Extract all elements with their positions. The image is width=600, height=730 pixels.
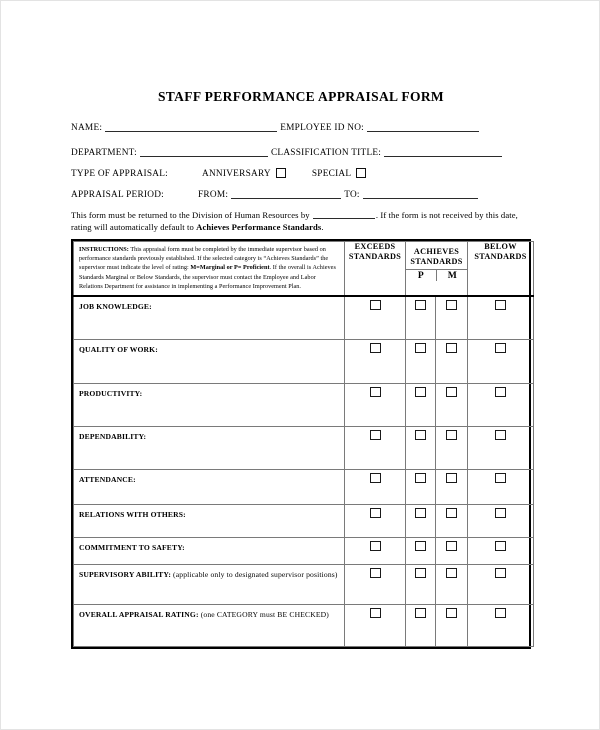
checkbox-cell-achieves-m[interactable] [436,470,468,505]
anniversary-label: ANNIVERSARY [201,169,271,179]
exceeds-checkbox[interactable] [370,568,381,578]
return-date-input[interactable] [313,211,375,219]
instructions-lead: INSTRUCTIONS: [79,246,129,253]
column-header-achieves-m: M [436,270,468,281]
criterion-name: RELATIONS WITH OTHERS: [79,510,186,520]
instructions-text [74,242,344,295]
checkbox-cell-below[interactable] [468,605,534,647]
checkbox-cell-exceeds[interactable] [345,505,406,538]
table-row [74,565,534,605]
exceeds-checkbox[interactable] [370,430,381,440]
instructions-body-1: This appraisal form must be completed by the immediate supervisor based on performance standards previously established. If the selected category is “Achieves Standards” the supervisor must indicate the level of rating: [79,246,329,272]
exceeds-checkbox[interactable] [370,387,381,397]
checkbox-cell-below[interactable] [468,470,534,505]
employee-id-input[interactable] [367,123,479,132]
employee-id-label: EMPLOYEE ID NO: [280,123,365,133]
criterion-label [74,427,344,445]
checkbox-cell-achieves-m[interactable] [436,605,468,647]
checkbox-cell-achieves-m[interactable] [436,384,468,427]
column-header-achieves-p: P [417,270,424,281]
name-input[interactable] [105,123,277,132]
checkbox-cell-exceeds[interactable] [345,605,406,647]
criterion-label [74,384,344,402]
criterion-name: OVERALL APPRAISAL RATING: [79,610,199,620]
instructions-rating-codes: M=Marginal or P= Proficient [190,264,270,272]
checkbox-cell-achieves-m[interactable] [436,538,468,565]
achieves-p-checkbox[interactable] [415,300,426,310]
from-label: FROM: [198,190,229,200]
achieves-p-checkbox[interactable] [415,430,426,440]
checkbox-cell-achieves-p[interactable] [406,340,436,384]
checkbox-cell-achieves-p[interactable] [406,384,436,427]
achieves-m-checkbox[interactable] [446,608,457,618]
criterion-name: DEPENDABILITY: [79,432,147,442]
checkbox-cell-exceeds[interactable] [345,538,406,565]
period-from-input[interactable] [231,190,341,199]
department-label: DEPARTMENT: [71,148,137,158]
criterion-label [74,470,344,488]
exceeds-checkbox[interactable] [370,608,381,618]
notice-text-part3: . [321,222,324,233]
criterion-name: SUPERVISORY ABILITY: [79,570,171,580]
below-checkbox[interactable] [495,473,506,483]
below-checkbox[interactable] [495,300,506,310]
instructions-cell [74,242,345,296]
type-of-appraisal-label: TYPE OF APPRAISAL: [71,169,168,179]
table-row [74,384,534,427]
criterion-name: COMMITMENT TO SAFETY: [79,543,185,553]
table-row [74,296,534,340]
criterion-label [74,340,344,358]
achieves-p-checkbox[interactable] [415,343,426,353]
checkbox-cell-achieves-m[interactable] [436,565,468,605]
achieves-p-checkbox[interactable] [415,541,426,551]
exceeds-checkbox[interactable] [370,541,381,551]
checkbox-cell-achieves-p[interactable] [406,427,436,470]
achieves-p-checkbox[interactable] [415,608,426,618]
table-header-row [74,242,534,296]
criterion-name: QUALITY OF WORK: [79,345,158,355]
exceeds-checkbox[interactable] [370,508,381,518]
notice-default-rating: Achieves Performance Standards [196,222,322,233]
criterion-note: (applicable only to designated supervisor positions) [171,570,338,580]
classification-title-input[interactable] [384,148,502,157]
table-row [74,470,534,505]
criterion-label [74,297,344,315]
below-checkbox[interactable] [495,508,506,518]
checkbox-cell-exceeds[interactable] [345,384,406,427]
return-notice [71,209,531,233]
page-title: STAFF PERFORMANCE APPRAISAL FORM [157,89,445,104]
achieves-m-checkbox[interactable] [446,508,457,518]
criterion-name: JOB KNOWLEDGE: [79,301,152,311]
achieves-m-checkbox[interactable] [446,473,457,483]
criterion-cell-overall-appraisal-rating [74,605,345,647]
criterion-note: (one CATEGORY must BE CHECKED) [198,610,329,620]
checkbox-cell-achieves-m[interactable] [436,427,468,470]
checkbox-cell-below[interactable] [468,538,534,565]
achieves-subcolumns [406,270,468,281]
appraisal-table [73,241,534,647]
checkbox-cell-achieves-p[interactable] [406,296,436,340]
achieves-m-checkbox[interactable] [446,541,457,551]
criterion-label [74,605,344,623]
table-row [74,605,534,647]
anniversary-checkbox[interactable] [276,168,286,178]
field-row-appraisal-period [71,190,531,200]
achieves-m-checkbox[interactable] [446,300,457,310]
exceeds-checkbox[interactable] [370,343,381,353]
name-label: NAME: [71,123,103,133]
field-row-name [71,123,531,133]
appraisal-period-label: APPRAISAL PERIOD: [71,190,165,200]
checkbox-cell-below[interactable] [468,565,534,605]
column-header-achieves-group [406,242,468,296]
column-header-achieves: ACHIEVES STANDARDS [406,242,467,270]
achieves-m-checkbox[interactable] [446,430,457,440]
checkbox-cell-below[interactable] [468,296,534,340]
checkbox-cell-achieves-p[interactable] [406,470,436,505]
column-header-exceeds: EXCEEDS STANDARDS [345,242,406,296]
exceeds-checkbox[interactable] [370,473,381,483]
period-to-input[interactable] [363,190,478,199]
checkbox-cell-achieves-m[interactable] [436,505,468,538]
special-label: SPECIAL [311,169,352,179]
appraisal-table-container [71,239,531,649]
column-header-below: BELOW STANDARDS [468,242,534,296]
below-checkbox[interactable] [495,541,506,551]
criterion-name: PRODUCTIVITY: [79,389,143,399]
achieves-p-checkbox[interactable] [415,508,426,518]
table-row [74,538,534,565]
checkbox-cell-achieves-p[interactable] [406,605,436,647]
achieves-p-checkbox[interactable] [415,568,426,578]
criterion-cell-productivity [74,384,345,427]
checkbox-cell-exceeds[interactable] [345,340,406,384]
field-row-department [71,148,531,158]
criterion-cell-job-knowledge [74,296,345,340]
instructions-body-2: . If the overall is Achieves Standards Marginal or Below Standards, the supervisor must contact the Employee and Labor Relations Department for assistance in implementing a Performance Improvement Plan. [79,264,336,290]
checkbox-cell-achieves-p[interactable] [406,565,436,605]
below-checkbox[interactable] [495,343,506,353]
checkbox-cell-below[interactable] [468,384,534,427]
checkbox-cell-exceeds[interactable] [345,296,406,340]
achieves-p-checkbox[interactable] [415,387,426,397]
criterion-name: ATTENDANCE: [79,475,136,485]
criterion-cell-dependability [74,427,345,470]
criterion-cell-commitment-to-safety [74,538,345,565]
checkbox-cell-achieves-p[interactable] [406,505,436,538]
checkbox-cell-exceeds[interactable] [345,427,406,470]
checkbox-cell-exceeds[interactable] [345,565,406,605]
classification-title-label: CLASSIFICATION TITLE: [270,148,382,158]
department-input[interactable] [140,148,268,157]
criterion-label [74,565,344,583]
criterion-cell-quality-of-work [74,340,345,384]
criterion-label [74,505,344,523]
below-checkbox[interactable] [495,387,506,397]
table-row [74,505,534,538]
exceeds-checkbox[interactable] [370,300,381,310]
below-checkbox[interactable] [495,568,506,578]
below-checkbox[interactable] [495,430,506,440]
checkbox-cell-below[interactable] [468,427,534,470]
table-row [74,427,534,470]
field-row-type-of-appraisal [71,168,531,179]
criterion-cell-supervisory-ability [74,565,345,605]
achieves-m-checkbox[interactable] [446,568,457,578]
to-label: TO: [344,190,360,200]
criterion-cell-relations-with-others [74,505,345,538]
table-row [74,340,534,384]
checkbox-cell-below[interactable] [468,505,534,538]
achieves-m-checkbox[interactable] [446,343,457,353]
checkbox-cell-below[interactable] [468,340,534,384]
achieves-p-checkbox[interactable] [415,473,426,483]
below-checkbox[interactable] [495,608,506,618]
checkbox-cell-achieves-p[interactable] [406,538,436,565]
special-checkbox[interactable] [356,168,366,178]
criterion-label [74,538,344,556]
checkbox-cell-achieves-m[interactable] [436,340,468,384]
achieves-m-checkbox[interactable] [446,387,457,397]
checkbox-cell-achieves-m[interactable] [436,296,468,340]
checkbox-cell-exceeds[interactable] [345,470,406,505]
notice-text-part1: This form must be returned to the Division of Human Resources by [71,210,312,220]
criterion-cell-attendance [74,470,345,505]
notice-text-part2: . If the form is not received by this date, rating will automatically default to [71,210,518,233]
